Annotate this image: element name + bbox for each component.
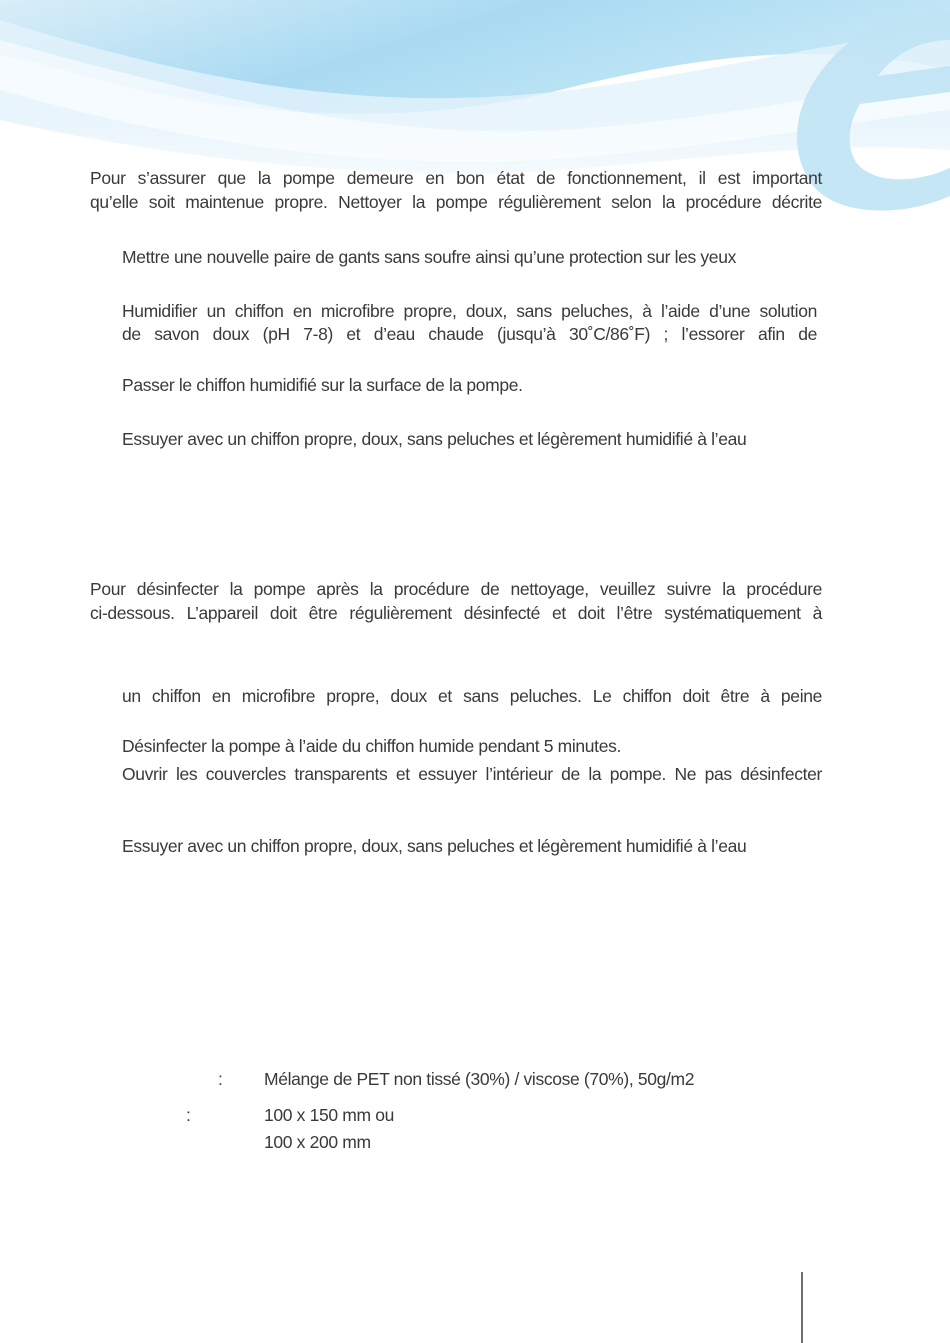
disinfection-step-3: Ouvrir les couvercles transparents et essuyer l’intérieur de la pompe. Ne pas désinfecter bbox=[122, 764, 822, 784]
cleaning-step-2: Humidifier un chiffon en microfibre propre, doux, sans peluches, à l’aide d’une solution de savon doux (pH 7-8) et d’eau chaude (jusqu’à 30˚C/86˚F) ; l’essorer afin de bbox=[122, 301, 817, 344]
spec-size-colon: : bbox=[186, 1105, 191, 1125]
spec-material-value: Mélange de PET non tissé (30%) / viscose (70%), 50g/m2 bbox=[264, 1069, 695, 1089]
spec-material-colon: : bbox=[218, 1069, 223, 1089]
spec-size-value-1: 100 x 150 mm ou bbox=[264, 1105, 394, 1125]
disinfection-step-4: Essuyer avec un chiffon propre, doux, sans peluches et légèrement humidifié à l’eau bbox=[122, 836, 747, 856]
disinfection-step-1: un chiffon en microfibre propre, doux et sans peluches. Le chiffon doit être à peine bbox=[122, 686, 822, 706]
disinfection-intro-line-2: ci-dessous. L’appareil doit être régulièrement désinfecté et doit l’être systématiquement à bbox=[90, 603, 822, 623]
cleaning-intro bbox=[90, 166, 822, 214]
disinfection-intro-line-1: Pour désinfecter la pompe après la procédure de nettoyage, veuillez suivre la procédure bbox=[90, 579, 822, 599]
disinfection-step-2: Désinfecter la pompe à l’aide du chiffon humide pendant 5 minutes. bbox=[122, 736, 621, 756]
cleaning-step-3: Passer le chiffon humidifié sur la surface de la pompe. bbox=[122, 375, 523, 395]
spec-size-value-2: 100 x 200 mm bbox=[264, 1132, 371, 1152]
cleaning-intro-line-1: Pour s’assurer que la pompe demeure en bon état de fonctionnement, il est important bbox=[90, 168, 822, 188]
disinfection-intro bbox=[90, 577, 822, 625]
page-number-divider bbox=[801, 1272, 803, 1343]
cleaning-step-1: Mettre une nouvelle paire de gants sans soufre ainsi qu’une protection sur les yeux bbox=[122, 247, 736, 267]
cleaning-step-4: Essuyer avec un chiffon propre, doux, sans peluches et légèrement humidifié à l’eau bbox=[122, 429, 747, 449]
cleaning-intro-line-2: qu’elle soit maintenue propre. Nettoyer la pompe régulièrement selon la procédure décrite bbox=[90, 192, 822, 212]
